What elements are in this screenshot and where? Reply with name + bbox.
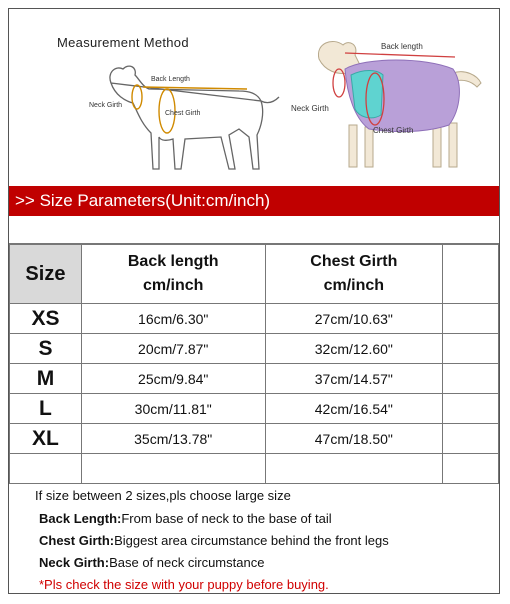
note-back-length <box>39 511 332 526</box>
empty-cell <box>81 454 265 484</box>
note-warning: *Pls check the size with your puppy before buying. <box>39 577 329 592</box>
chest-girth-cell: 32cm/12.60" <box>265 334 443 364</box>
header-back-length-title: Back length <box>127 253 219 270</box>
back-length-cell: 35cm/13.78" <box>81 424 265 454</box>
chest-girth-cell: 27cm/10.63" <box>265 304 443 334</box>
empty-cell <box>265 454 443 484</box>
chest-girth-cell: 47cm/18.50" <box>265 424 443 454</box>
size-cell: L <box>10 394 82 424</box>
back-length-cell: 20cm/7.87" <box>81 334 265 364</box>
chest-girth-cell: 42cm/16.54" <box>265 394 443 424</box>
note-back-length-label: Back Length: <box>39 511 122 526</box>
header-chest-girth <box>265 245 443 304</box>
header-chest-girth-title: Chest Girth <box>310 253 398 270</box>
note-neck-girth-text: Base of neck circumstance <box>109 555 265 570</box>
size-table-header <box>10 245 499 304</box>
header-empty <box>443 245 499 304</box>
dog-outline-diagram <box>89 49 289 189</box>
right-back-length-label: Back length <box>381 42 423 51</box>
right-chest-girth-label: Chest Girth <box>373 126 414 135</box>
header-chest-girth-unit: cm/inch <box>323 277 385 294</box>
size-cell: S <box>10 334 82 364</box>
size-parameters-banner: >> Size Parameters(Unit:cm/inch) <box>9 186 499 216</box>
note-chest-girth-text: Biggest area circumstance behind the front legs <box>114 533 389 548</box>
size-table <box>9 244 499 484</box>
table-row <box>10 424 499 454</box>
table-row <box>10 304 499 334</box>
back-length-cell: 30cm/11.81" <box>81 394 265 424</box>
dog-coat-illustration <box>285 29 495 179</box>
chest-girth-cell: 37cm/14.57" <box>265 364 443 394</box>
empty-cell <box>443 394 499 424</box>
measurement-title: Measurement Method <box>57 35 189 50</box>
note-chest-girth <box>39 533 389 548</box>
note-back-length-text: From base of neck to the base of tail <box>121 511 332 526</box>
left-back-length-label: Back Length <box>151 76 190 83</box>
header-back-length-unit: cm/inch <box>142 277 204 294</box>
empty-cell <box>443 454 499 484</box>
note-chest-girth-label: Chest Girth: <box>39 533 115 548</box>
table-row-empty <box>10 454 499 484</box>
size-cell: XL <box>10 424 82 454</box>
empty-cell <box>443 304 499 334</box>
size-cell: XS <box>10 304 82 334</box>
header-size: Size <box>10 245 82 304</box>
right-neck-girth-label: Neck Girth <box>291 104 329 113</box>
empty-cell <box>443 424 499 454</box>
empty-cell <box>10 454 82 484</box>
measurement-area <box>9 9 499 185</box>
spacer-row <box>9 216 499 244</box>
size-cell: M <box>10 364 82 394</box>
back-length-cell: 25cm/9.84" <box>81 364 265 394</box>
table-row <box>10 394 499 424</box>
note-neck-girth-label: Neck Girth: <box>39 555 110 570</box>
header-back-length <box>81 245 265 304</box>
table-row <box>10 334 499 364</box>
note-size-between: If size between 2 sizes,pls choose large size <box>35 488 291 503</box>
back-length-cell: 16cm/6.30" <box>81 304 265 334</box>
empty-cell <box>443 334 499 364</box>
table-row <box>10 364 499 394</box>
left-chest-girth-label: Chest Girth <box>165 110 201 117</box>
left-neck-girth-label: Neck Girth <box>89 102 123 109</box>
note-neck-girth <box>39 555 264 570</box>
empty-cell <box>443 364 499 394</box>
